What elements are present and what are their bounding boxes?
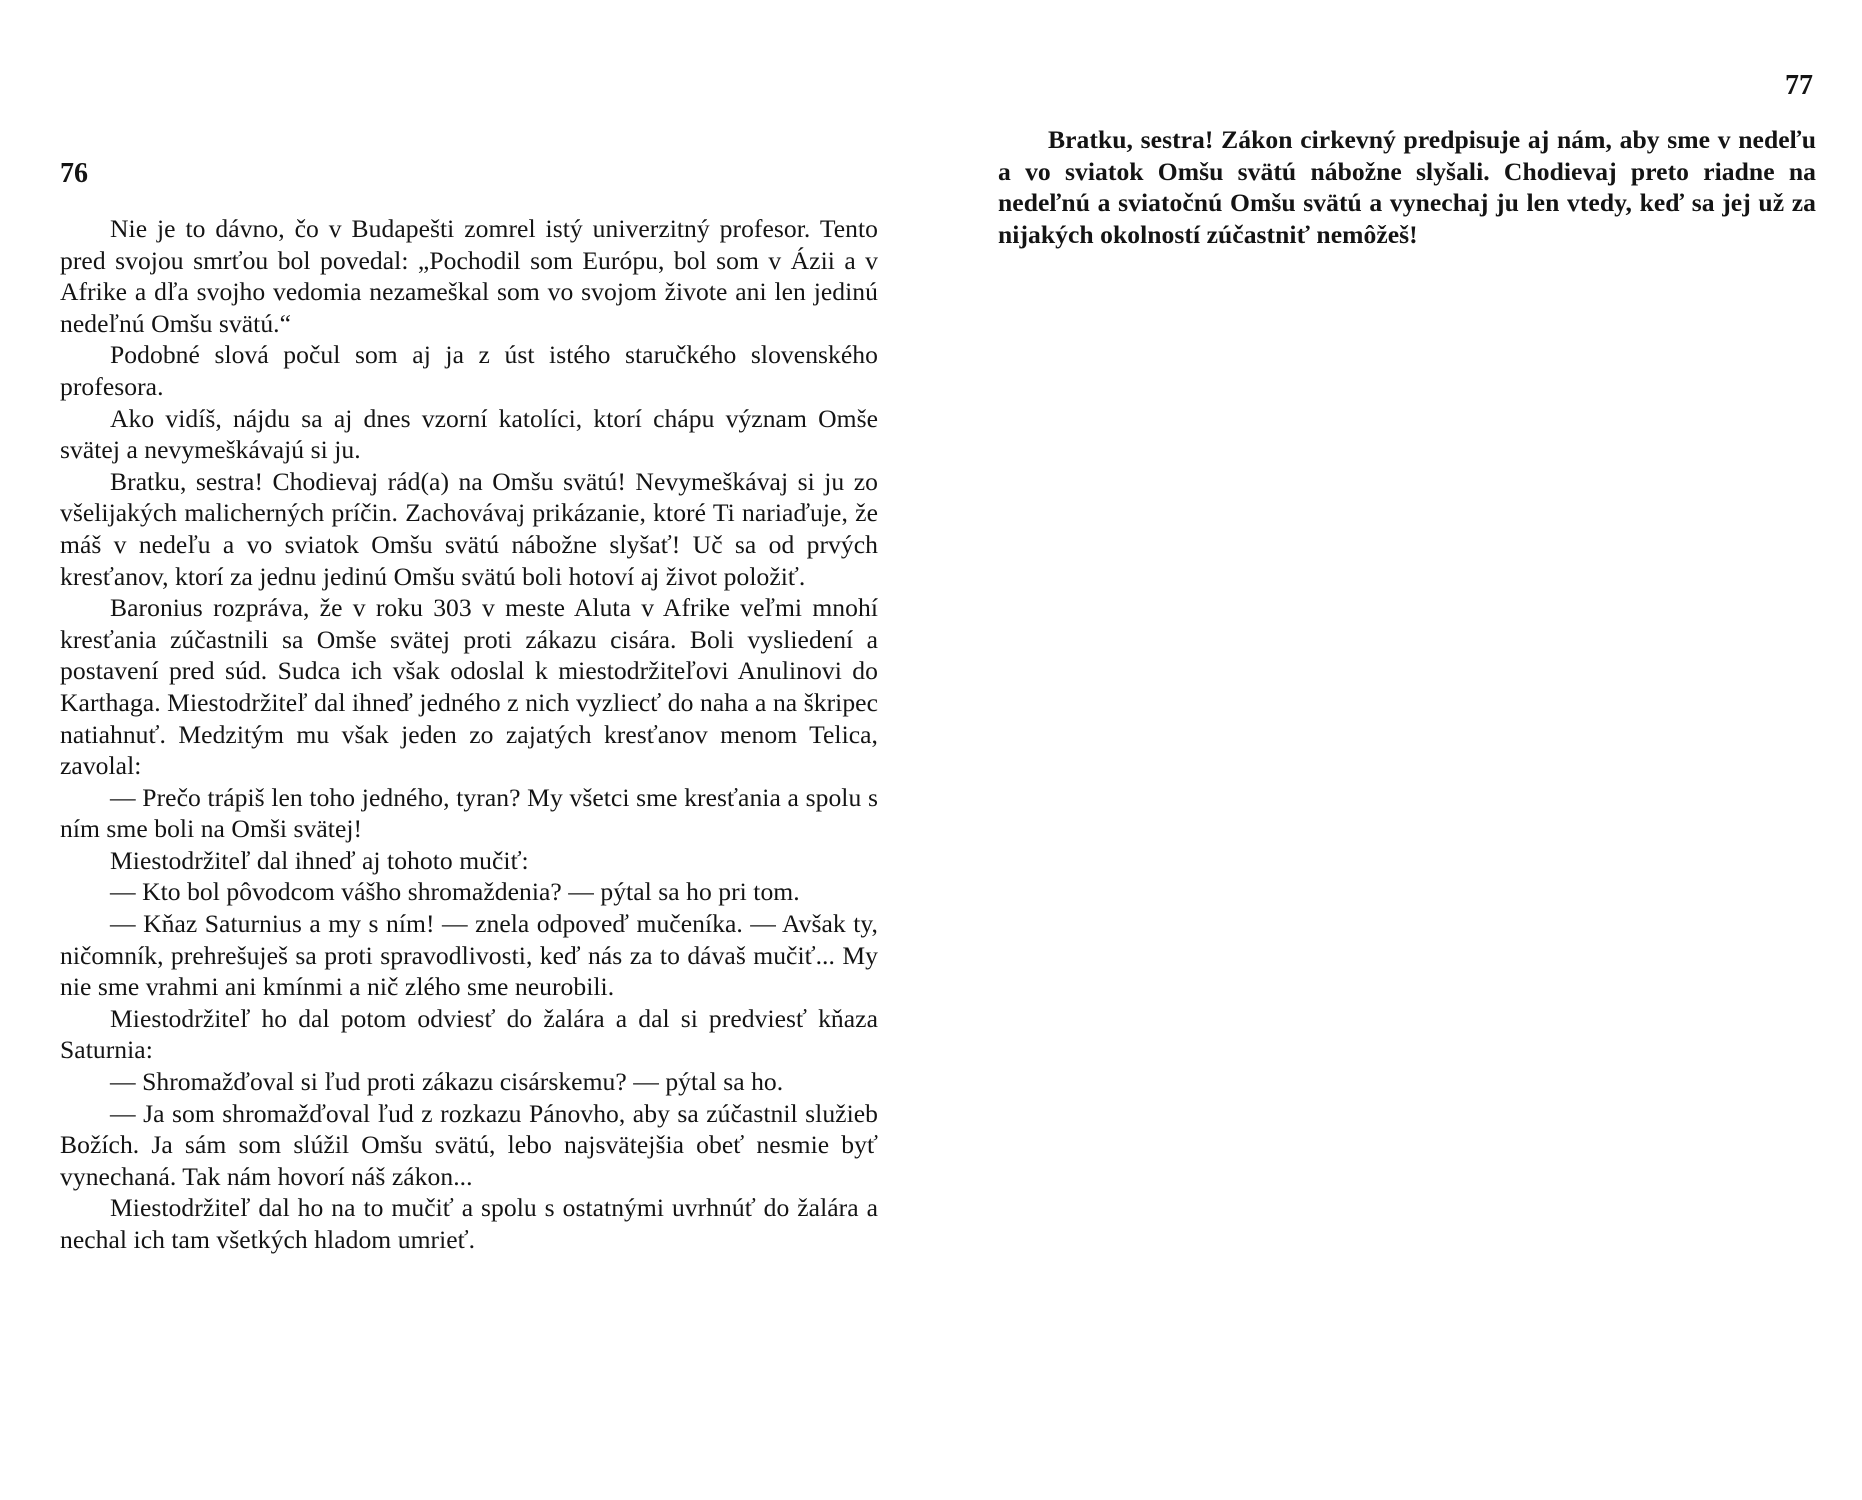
right-page-number: 77 <box>1785 70 1813 101</box>
paragraph: Miestodržiteľ dal ho na to mučiť a spolu s ostatnými uvrhnúť do žalára a nechal ich tam všetkých hladom umrieť. <box>60 1193 878 1254</box>
paragraph: Bratku, sestra! Zákon cirkevný predpisuje aj nám, aby sme v nedeľu a vo sviatok Omšu svätú nábožne slyšali. Chodievaj preto riadne na nedeľnú a sviatočnú Omšu svätú a vynechaj ju len vtedy, keď sa jej už za nijakých okolností zúčastniť nemôžeš! <box>998 125 1816 249</box>
paragraph: Podobné slová počul som aj ja z úst istého staručkého slovenského profesora. <box>60 340 878 401</box>
paragraph: — Prečo trápiš len toho jedného, tyran? My všetci sme kresťania a spolu s ním sme boli na Omši svätej! <box>60 782 878 844</box>
paragraph: — Kňaz Saturnius a my s ním! — znela odpoveď mučeníka. — Avšak ty, ničomník, prehrešuješ sa proti spravodlivosti, keď nás za to dávaš mučiť... My nie sme vrahmi ani kmínmi a nič zlého sme neurobili. <box>60 909 878 1002</box>
paragraph: Baronius rozpráva, že v roku 303 v meste Aluta v Afrike veľmi mnohí kresťania zúčastnili sa Omše svätej proti zákazu cisára. Boli vysliedení a postavení pred súd. Sudca ich však odoslal k miestodržiteľovi Anulinovi do Karthaga. Miestodržiteľ dal ihneď jedného z nich vyzliecť do naha a na škripec natiahnuť. Medzitým mu však jeden zo zajatých kresťanov menom Telica, zavolal: <box>60 593 878 781</box>
paragraph: Nie je to dávno, čo v Budapešti zomrel istý univerzitný profesor. Tento pred svojou smrťou bol povedal: „Pochodil som Európu, bol som v Ázii a v Afrike a dľa svojho vedomia nezameškal som vo svojom živote ani len jedinú nedeľnú Omšu svätú.“ <box>60 214 878 338</box>
paragraph: Miestodržiteľ ho dal potom odviesť do žalára a dal si predviesť kňaza Saturnia: <box>60 1003 878 1065</box>
right-page-text <box>998 124 1816 250</box>
paragraph: Miestodržiteľ dal ihneď aj tohoto mučiť: <box>110 845 529 875</box>
left-page-number: 76 <box>60 158 88 189</box>
paragraph: — Shromažďoval si ľud proti zákazu cisárskemu? — pýtal sa ho. <box>110 1067 784 1097</box>
paragraph: — Ja som shromažďoval ľud z rozkazu Pánovho, aby sa zúčastnil služieb Božích. Ja sám som slúžil Omšu svätú, lebo najsvätejšia obeť nesmie byť vynechaná. Tak nám hovorí náš zákon... <box>60 1098 878 1191</box>
left-page-text <box>60 213 878 1256</box>
paragraph: Bratku, sestra! Chodievaj rád(a) na Omšu svätú! Nevymeškávaj si ju zo všelijakých malicherných príčin. Zachovávaj prikázanie, ktoré Ti nariaďuje, že máš v nedeľu a vo sviatok Omšu svätú nábožne slyšať! Uč sa od prvých kresťanov, ktorí za jednu jedinú Omšu svätú boli hotoví aj život položiť. <box>60 466 878 591</box>
paragraph: Ako vidíš, nájdu sa aj dnes vzorní katolíci, ktorí chápu význam Omše svätej a nevymeškávajú si ju. <box>60 403 878 465</box>
paragraph: — Kto bol pôvodcom vášho shromaždenia? — pýtal sa ho pri tom. <box>110 877 800 907</box>
